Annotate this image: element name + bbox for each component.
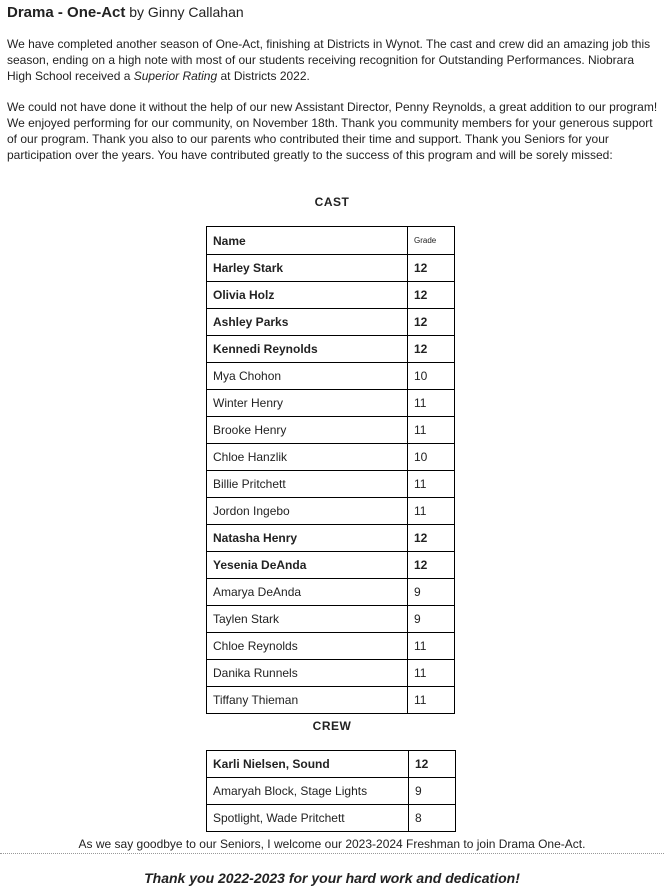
cast-member-name: Billie Pritchett	[207, 471, 408, 498]
cast-member-grade: 12	[408, 552, 455, 579]
cast-member-grade: 11	[408, 471, 455, 498]
cast-member-name: Tiffany Thieman	[207, 687, 408, 714]
cast-member-grade: 9	[408, 579, 455, 606]
crew-member-grade: 9	[409, 778, 456, 805]
farewell-text: As we say goodbye to our Seniors, I welcome our 2023-2024 Freshman to join Drama One-Act.	[78, 837, 586, 851]
divider	[0, 853, 664, 854]
crew-member-grade: 12	[409, 751, 456, 778]
cast-row	[207, 498, 455, 525]
cast-row	[207, 471, 455, 498]
intro-paragraph-2: We could not have done it without the help of our new Assistant Director, Penny Reynolds, a great addition to our program! We enjoyed performing for our community, on November 18th. Thank you community members for your generous support of our program. Thank you also to our parents who contributed their time and support. Thank you Seniors for your participation over the years. You have contributed greatly to the success of this program and will be sorely missed:	[7, 100, 658, 162]
intro-p1-text-a: We have completed another season of One-Act, finishing at Districts in Wynot. The cast and crew did an amazing job this season, ending on a high note with most of our students receiving recognition for Outstanding Performances. Niobrara High School received a	[7, 37, 651, 83]
cast-member-name: Chloe Reynolds	[207, 633, 408, 660]
thank-you-text: Thank you 2022-2023 for your hard work and dedication!	[144, 870, 520, 886]
cast-row	[207, 390, 455, 417]
crew-member-name: Karli Nielsen, Sound	[207, 751, 409, 778]
cast-member-grade: 11	[408, 633, 455, 660]
cast-member-name: Chloe Hanzlik	[207, 444, 408, 471]
cast-table-header	[207, 227, 455, 255]
cast-member-grade: 12	[408, 282, 455, 309]
intro-paragraph-1	[7, 36, 659, 84]
cast-member-name: Danika Runnels	[207, 660, 408, 687]
cast-row	[207, 363, 455, 390]
crew-heading: CREW	[312, 719, 352, 733]
cast-member-name: Natasha Henry	[207, 525, 408, 552]
crew-member-name: Spotlight, Wade Pritchett	[207, 805, 409, 832]
crew-row	[207, 751, 456, 778]
cast-row	[207, 552, 455, 579]
cast-header-name: Name	[207, 227, 408, 255]
cast-member-name: Harley Stark	[207, 255, 408, 282]
article-title: Drama - One-Act	[7, 4, 126, 21]
cast-row	[207, 687, 455, 714]
intro-p1-text-b: at Districts 2022.	[217, 69, 310, 83]
cast-member-name: Winter Henry	[207, 390, 408, 417]
cast-member-grade: 10	[408, 363, 455, 390]
cast-row	[207, 579, 455, 606]
cast-member-name: Olivia Holz	[207, 282, 408, 309]
cast-row	[207, 633, 455, 660]
cast-heading: CAST	[314, 195, 350, 209]
cast-header-grade: Grade	[408, 227, 455, 255]
cast-member-grade: 12	[408, 525, 455, 552]
cast-member-grade: 11	[408, 660, 455, 687]
cast-member-name: Yesenia DeAnda	[207, 552, 408, 579]
crew-table	[206, 750, 456, 832]
intro-p1-emphasis: Superior Rating	[133, 69, 218, 83]
crew-row	[207, 805, 456, 832]
crew-member-grade: 8	[409, 805, 456, 832]
crew-member-name: Amaryah Block, Stage Lights	[207, 778, 409, 805]
cast-row	[207, 336, 455, 363]
cast-member-name: Kennedi Reynolds	[207, 336, 408, 363]
cast-row	[207, 417, 455, 444]
crew-row	[207, 778, 456, 805]
cast-member-name: Ashley Parks	[207, 309, 408, 336]
cast-member-grade: 9	[408, 606, 455, 633]
cast-row	[207, 282, 455, 309]
article-byline: by Ginny Callahan	[129, 4, 244, 20]
cast-member-grade: 12	[408, 336, 455, 363]
cast-member-name: Taylen Stark	[207, 606, 408, 633]
cast-table	[206, 226, 455, 714]
cast-row	[207, 606, 455, 633]
cast-row	[207, 660, 455, 687]
article-title-line	[7, 3, 244, 22]
cast-member-name: Brooke Henry	[207, 417, 408, 444]
cast-member-grade: 11	[408, 390, 455, 417]
cast-member-grade: 11	[408, 417, 455, 444]
cast-row	[207, 525, 455, 552]
cast-row	[207, 309, 455, 336]
cast-member-name: Amarya DeAnda	[207, 579, 408, 606]
cast-row	[207, 444, 455, 471]
cast-row	[207, 255, 455, 282]
cast-member-grade: 11	[408, 498, 455, 525]
cast-member-grade: 11	[408, 687, 455, 714]
cast-member-grade: 10	[408, 444, 455, 471]
cast-member-name: Mya Chohon	[207, 363, 408, 390]
cast-member-grade: 12	[408, 255, 455, 282]
cast-member-name: Jordon Ingebo	[207, 498, 408, 525]
cast-member-grade: 12	[408, 309, 455, 336]
